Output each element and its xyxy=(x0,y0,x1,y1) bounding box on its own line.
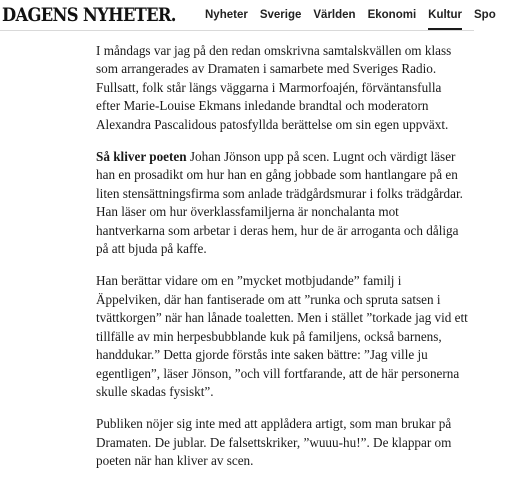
nav-item-sverige[interactable]: Sverige xyxy=(259,9,302,21)
site-logo[interactable]: DAGENS NYHETER. xyxy=(2,4,176,26)
paragraph-lead-in: Så kliver poeten xyxy=(96,149,187,165)
nav-item-nyheter[interactable]: Nyheter xyxy=(205,9,248,21)
nav-item-ekonomi[interactable]: Ekonomi xyxy=(367,9,417,21)
article-paragraph xyxy=(96,148,468,258)
article-paragraph: Publiken nöjer sig inte med att applådera artigt, som man brukar på Dramaten. De jublar. De falsettskriker, ”wuuu-hu!”. De klappar om poeten när han kliver av scen. xyxy=(96,416,452,469)
main-nav xyxy=(205,0,508,30)
nav-item-kultur[interactable]: Kultur xyxy=(428,0,462,30)
article-paragraph: Han berättar vidare om en ”mycket motbjudande” familj i Äppelviken, där han fantiserade om att ”runka och spruta satsen i tvättkorgen” när han lånade toaletten. Men i stället ”torkade jag vid ett tillfälle av min herpesbubblande kuk på familjens, också barnens, handdukar.” Detta gjorde förstås inte saken bättre: ”Jag ville ju egentligen”, läser Jönson, ”och vill fortfarande, att de här personerna skulle skadas fysiskt”. xyxy=(96,273,468,399)
article-body xyxy=(96,42,468,485)
nav-item-varlden[interactable]: Världen xyxy=(313,9,356,21)
article-paragraph: I måndags var jag på den redan omskrivna samtalskvällen om klass som arrangerades av Dramaten i samarbete med Sveriges Radio. Fullsatt, folk står längs väggarna i Marmorfoajén, förväntansfulla efter Marie-Louise Ekmans inledande brandtal och moderatorn Alexandra Pascalidous patosfyllda berättelse om sin egen uppväxt. xyxy=(96,43,452,132)
nav-item-sport[interactable]: Spo xyxy=(474,9,496,21)
site-header xyxy=(0,0,496,31)
paragraph-text: Johan Jönson upp på scen. Lugnt och värdigt läser han en prosadikt om hur han en gång jobbade som hantlangare på en liten stensättningsfirma som anlade trädgårdsmurar i folks trädgårdar. Han läser om hur överklassfamiljerna är nonchalanta mot hantverkarna som arbetar i deras hem, hur de är arroganta och dåliga på att bjuda på kaffe. xyxy=(96,149,463,257)
